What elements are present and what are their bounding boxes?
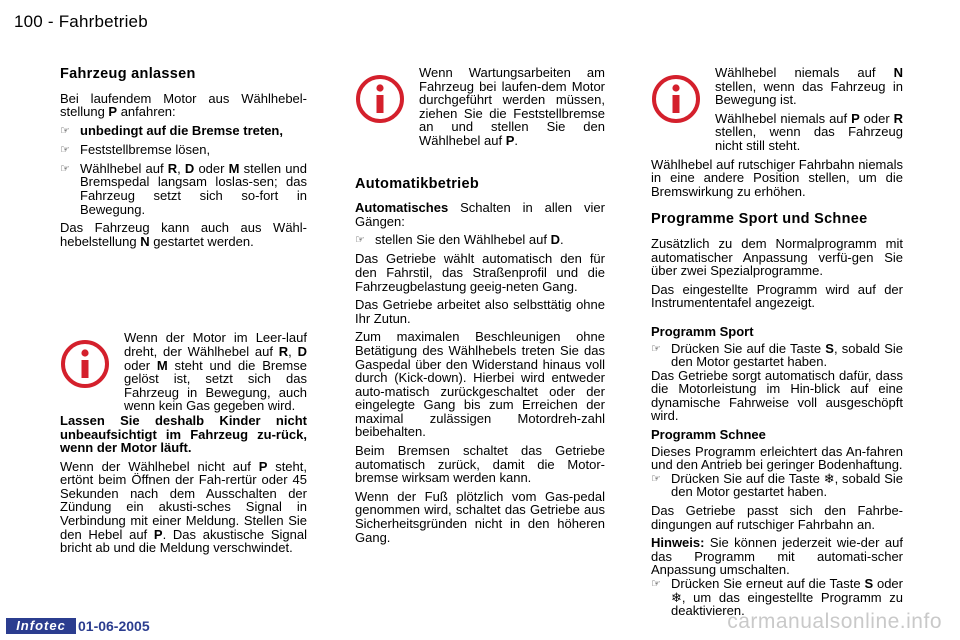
- heading-automatikbetrieb: Automatikbetrieb: [355, 175, 480, 192]
- paragraph: Wenn der Fuß plötzlich vom Gas-pedal genommen wird, schaltet das Getriebe aus Sicherheitsgründen nicht in den höheren Gang.: [355, 488, 605, 545]
- list-item: ☞ unbedingt auf die Bremse treten,: [60, 122, 283, 138]
- paragraph: Hinweis: Sie können jederzeit wie-der auf das Programm mit automati-scher Anpassung umschalten.: [651, 535, 903, 578]
- info-icon: [355, 74, 405, 124]
- page-header: [14, 12, 148, 32]
- paragraph: Das Fahrzeug kann auch aus Wähl-hebelstellung N gestartet werden.: [60, 220, 307, 249]
- warning-box: [60, 331, 307, 413]
- warning-bold-text: Lassen Sie deshalb Kinder nicht unbeaufsichtigt im Fahrzeug zu-rück, wenn der Motor läuft.: [60, 412, 307, 456]
- list-item: ☞ Feststellbremse lösen,: [60, 141, 211, 157]
- info-box: [651, 66, 903, 158]
- column-3: [651, 66, 903, 623]
- heading-programm-sport: Programm Sport: [651, 323, 754, 339]
- info-icon: [60, 339, 110, 389]
- page-section-title: Fahrbetrieb: [58, 12, 148, 31]
- heading-programme-sport-schnee: Programme Sport und Schnee: [651, 211, 868, 228]
- column-2: [355, 66, 605, 549]
- paragraph: Das Getriebe sorgt automatisch dafür, dass die Motorleistung im Hin-blick auf eine dynamische Fahrweise voll ausgeschöpft wird.: [651, 367, 903, 424]
- info-text: Wenn Wartungsarbeiten am Fahrzeug bei laufen-dem Motor durchgeführt werden müssen, ziehen Sie die Feststellbremse an und stellen Sie den Wählhebel auf P.: [419, 65, 605, 148]
- list-item: ☞ Wählhebel auf R, D oder M stellen und Bremspedal langsam loslas-sen; das Fahrzeug setzt sich so-fort in Bewegung.: [60, 160, 307, 217]
- paragraph: Beim Bremsen schaltet das Getriebe automatisch zurück, damit die Motor-bremse wirksam werden kann.: [355, 443, 605, 486]
- hand-pointer-icon: ☞: [355, 234, 365, 247]
- list-item: ☞ stellen Sie den Wählhebel auf D.: [355, 232, 564, 248]
- paragraph: Das eingestellte Programm wird auf der Instrumententafel angezeigt.: [651, 281, 903, 311]
- info-icon: [651, 74, 701, 124]
- paragraph: Das Getriebe arbeitet also selbsttätig ohne Ihr Zutun.: [355, 297, 605, 326]
- hand-pointer-icon: ☞: [60, 124, 70, 137]
- info-text: Wählhebel niemals auf N stellen, wenn das Fahrzeug in Bewegung ist. Wählhebel niemals auf P oder R stellen, wenn das Fahrzeug nicht still steht.: [715, 65, 903, 153]
- heading-fahrzeug-anlassen: Fahrzeug anlassen: [60, 66, 196, 82]
- warning-text: Wenn der Motor im Leer-lauf dreht, der Wählhebel auf R, D oder M steht und die Bremse gelöst ist, setzt sich das Fahrzeug in Bewegung, auch wenn kein Gas gegeben wird.: [124, 330, 307, 414]
- paragraph: Wenn der Wählhebel nicht auf P steht, ertönt beim Öffnen der Fah-rertür oder 45 Sekunden nach dem Ausschalten der Zündung ein akusti-sches Signal in Verbindung mit einer Meldung. Stellen Sie den Hebel auf P. Das akustische Signal bricht ab und die Meldung verschwindet.: [60, 458, 307, 556]
- hand-pointer-icon: ☞: [651, 578, 661, 590]
- paragraph: Wählhebel auf rutschiger Fahrbahn niemals in eine andere Position stellen, um die Bremswirkung zu erhöhen.: [651, 156, 903, 199]
- paragraph: Das Getriebe wählt automatisch den für den Fahrstil, das Straßenprofil und die Fahrzeugbelastung geeig-neten Gang.: [355, 251, 605, 294]
- paragraph: Zum maximalen Beschleunigen ohne Betätigung des Wählhebels treten Sie das Gaspedal über den Widerstand hinaus voll durch (Kick-down). Hierbei wird entweder auto-matisch zurückgeschaltet oder der eingelegte Gang bis zum Erreichen der maximal zulässigen Motordreh-zahl beibehalten.: [355, 329, 605, 440]
- hand-pointer-icon: ☞: [60, 143, 70, 156]
- list-item: ☞ Drücken Sie auf die Taste S, sobald Sie den Motor gestartet haben.: [651, 340, 903, 370]
- infotec-logo: Infotec: [6, 618, 76, 634]
- paragraph: Automatisches Schalten in allen vier Gängen:: [355, 200, 605, 229]
- paragraph: Zusätzlich zu dem Normalprogramm mit automatischer Anpassung verfü-gen Sie über zwei Spezialprogramme.: [651, 235, 903, 279]
- column-1: [60, 68, 307, 560]
- intro-paragraph: Bei laufendem Motor aus Wählhebel-stellung P anfahren:: [60, 90, 307, 120]
- snowflake-icon: ❄: [671, 589, 682, 605]
- paragraph: Dieses Programm erleichtert das An-fahren und den Antrieb bei geringer Bodenhaftung.: [651, 443, 903, 473]
- list-item: ☞ Drücken Sie auf die Taste ❄, sobald Sie den Motor gestartet haben.: [651, 470, 903, 500]
- watermark: carmanualsonline.info: [727, 610, 942, 633]
- hand-pointer-icon: ☞: [651, 472, 661, 485]
- hand-pointer-icon: ☞: [651, 342, 661, 355]
- heading-programm-schnee: Programm Schnee: [651, 427, 766, 443]
- paragraph: Das Getriebe passt sich den Fahrbe-dingungen auf rutschiger Fahrbahn an.: [651, 503, 903, 532]
- header-separator: -: [47, 12, 54, 31]
- list-item: ☞ Drücken Sie erneut auf die Taste S oder ❄, um das eingestellte Programm zu deaktivieren.: [651, 576, 903, 619]
- footer-date: 01-06-2005: [78, 618, 150, 634]
- page-number: 100: [14, 12, 43, 31]
- hand-pointer-icon: ☞: [60, 162, 70, 175]
- info-box: [355, 66, 605, 148]
- snowflake-icon: ❄: [823, 470, 835, 486]
